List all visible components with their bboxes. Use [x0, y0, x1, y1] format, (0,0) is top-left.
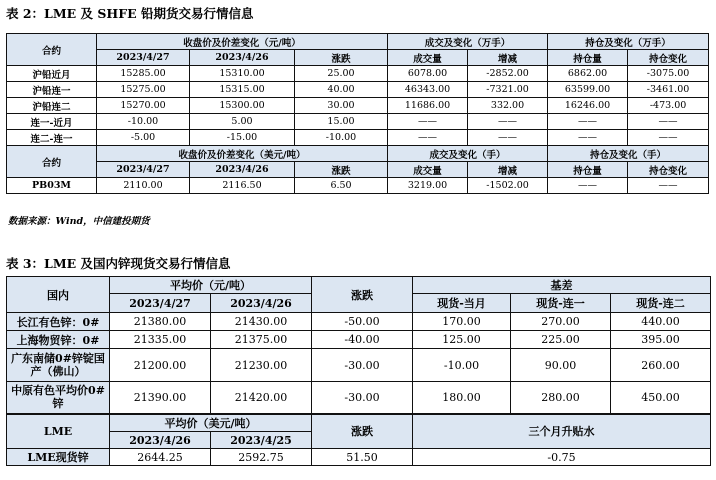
cell: 6078.00 [388, 66, 468, 82]
data-source-note: 数据来源：Wind，中信建投期货 [8, 216, 150, 227]
cell: —— [628, 130, 709, 146]
lme-header-avg-price: 平均价（美元/吨） [110, 414, 312, 432]
cell: -0.75 [413, 449, 711, 466]
row-name: 广东南储0#锌锭国产（佛山） [7, 349, 110, 382]
cell: 25.00 [295, 66, 388, 82]
table-row [7, 178, 709, 194]
cell: 5.00 [190, 114, 295, 130]
header-change: 涨跌 [295, 50, 388, 66]
cell: -10.00 [97, 114, 190, 130]
cell: 40.00 [295, 82, 388, 98]
cell: 21420.00 [211, 382, 312, 414]
cell: -5.00 [97, 130, 190, 146]
table-row [7, 114, 709, 130]
header-avg-price: 平均价（元/吨） [110, 277, 312, 294]
cell: 15270.00 [97, 98, 190, 114]
cell: —— [388, 130, 468, 146]
cell: 21390.00 [110, 382, 211, 414]
cell: 2116.50 [190, 178, 295, 194]
cell: 332.00 [468, 98, 548, 114]
cell: 6.50 [295, 178, 388, 194]
table-row [7, 382, 711, 414]
header-change: 涨跌 [312, 277, 413, 313]
cell: 21430.00 [211, 313, 312, 331]
lme-header-change: 涨跌 [312, 414, 413, 449]
cell: —— [468, 130, 548, 146]
cell: 30.00 [295, 98, 388, 114]
cell: —— [548, 130, 628, 146]
table-row [7, 449, 711, 466]
cell: —— [548, 114, 628, 130]
cell: 21380.00 [110, 313, 211, 331]
cell: -7321.00 [468, 82, 548, 98]
cell: 125.00 [413, 331, 511, 349]
header-contract: 合约 [7, 34, 97, 66]
header-basis: 基差 [413, 277, 711, 294]
cell: -1502.00 [468, 178, 548, 194]
lme-header-volume-change: 增减 [468, 162, 548, 178]
row-name: 中原有色平均价0#锌 [7, 382, 110, 414]
table-row [7, 82, 709, 98]
cell: 15.00 [295, 114, 388, 130]
cell: -3075.00 [628, 66, 709, 82]
row-name: 沪铅连二 [7, 98, 97, 114]
cell: -473.00 [628, 98, 709, 114]
header-volume-change: 增减 [468, 50, 548, 66]
cell: 2644.25 [110, 449, 211, 466]
header-oi: 持仓量 [548, 50, 628, 66]
lme-header-change: 涨跌 [295, 162, 388, 178]
lme-header-contract: 合约 [7, 146, 97, 178]
cell: -40.00 [312, 331, 413, 349]
header-oi-change: 持仓变化 [628, 50, 709, 66]
cell: 395.00 [611, 331, 711, 349]
row-name: 沪铅近月 [7, 66, 97, 82]
cell: 6862.00 [548, 66, 628, 82]
header-price-group: 收盘价及价差变化（元/吨） [97, 34, 388, 50]
header-basis-1: 现货-当月 [413, 294, 511, 313]
header-date1: 2023/4/27 [110, 294, 211, 313]
cell: 3219.00 [388, 178, 468, 194]
table-row [7, 331, 711, 349]
cell: -15.00 [190, 130, 295, 146]
row-name: 连一-近月 [7, 114, 97, 130]
cell: 63599.00 [548, 82, 628, 98]
row-name: 连二-连一 [7, 130, 97, 146]
cell: -10.00 [413, 349, 511, 382]
table-row [7, 130, 709, 146]
lme-header-spread: 三个月升贴水 [413, 414, 711, 449]
cell: 15300.00 [190, 98, 295, 114]
cell: —— [468, 114, 548, 130]
cell: 170.00 [413, 313, 511, 331]
header-basis-2: 现货-连一 [511, 294, 611, 313]
row-name: LME现货锌 [7, 449, 110, 466]
cell: 225.00 [511, 331, 611, 349]
row-name: 沪铅连一 [7, 82, 97, 98]
header-volume: 成交量 [388, 50, 468, 66]
cell: 21200.00 [110, 349, 211, 382]
cell: 21335.00 [110, 331, 211, 349]
table3-title: 表 3：LME 及国内锌现货交易行情信息 [6, 256, 231, 271]
cell: 260.00 [611, 349, 711, 382]
cell: 11686.00 [388, 98, 468, 114]
header-volume-group: 成交及变化（万手） [388, 34, 548, 50]
table-row [7, 313, 711, 331]
lme-header-price-group: 收盘价及价差变化（美元/吨） [97, 146, 388, 162]
lme-header-date2: 2023/4/25 [211, 432, 312, 449]
lme-header-oi: 持仓量 [548, 162, 628, 178]
cell: 15275.00 [97, 82, 190, 98]
cell: -30.00 [312, 349, 413, 382]
header-oi-group: 持仓及变化（万手） [548, 34, 709, 50]
cell: 180.00 [413, 382, 511, 414]
table2-title: 表 2：LME 及 SHFE 铅期货交易行情信息 [6, 6, 254, 21]
cell: 440.00 [611, 313, 711, 331]
cell: —— [628, 178, 709, 194]
header-date1: 2023/4/27 [97, 50, 190, 66]
zinc-spot-table [6, 276, 711, 466]
header-date2: 2023/4/26 [211, 294, 312, 313]
cell: -10.00 [295, 130, 388, 146]
row-name: PB03M [7, 178, 97, 194]
row-name: 上海物贸锌：0# [7, 331, 110, 349]
lme-header-date1: 2023/4/26 [110, 432, 211, 449]
lme-header-date2: 2023/4/26 [190, 162, 295, 178]
cell: -3461.00 [628, 82, 709, 98]
lme-header-volume-group: 成交及变化（手） [388, 146, 548, 162]
cell: 15315.00 [190, 82, 295, 98]
cell: 16246.00 [548, 98, 628, 114]
cell: 21230.00 [211, 349, 312, 382]
table-row [7, 349, 711, 382]
lme-header-oi-change: 持仓变化 [628, 162, 709, 178]
lme-header-region: LME [7, 414, 110, 449]
cell: 90.00 [511, 349, 611, 382]
cell: -2852.00 [468, 66, 548, 82]
cell: —— [548, 178, 628, 194]
cell: -50.00 [312, 313, 413, 331]
cell: 2110.00 [97, 178, 190, 194]
table-row [7, 66, 709, 82]
cell: 21375.00 [211, 331, 312, 349]
cell: 450.00 [611, 382, 711, 414]
row-name: 长江有色锌：0# [7, 313, 110, 331]
lme-header-date1: 2023/4/27 [97, 162, 190, 178]
header-region: 国内 [7, 277, 110, 313]
cell: 51.50 [312, 449, 413, 466]
cell: 15285.00 [97, 66, 190, 82]
lead-futures-table [6, 33, 709, 194]
cell: 2592.75 [211, 449, 312, 466]
header-date2: 2023/4/26 [190, 50, 295, 66]
header-basis-3: 现货-连二 [611, 294, 711, 313]
lme-header-volume: 成交量 [388, 162, 468, 178]
cell: 15310.00 [190, 66, 295, 82]
cell: 270.00 [511, 313, 611, 331]
cell: —— [628, 114, 709, 130]
table-row [7, 98, 709, 114]
cell: -30.00 [312, 382, 413, 414]
cell: 46343.00 [388, 82, 468, 98]
cell: —— [388, 114, 468, 130]
cell: 280.00 [511, 382, 611, 414]
lme-header-oi-group: 持仓及变化（手） [548, 146, 709, 162]
